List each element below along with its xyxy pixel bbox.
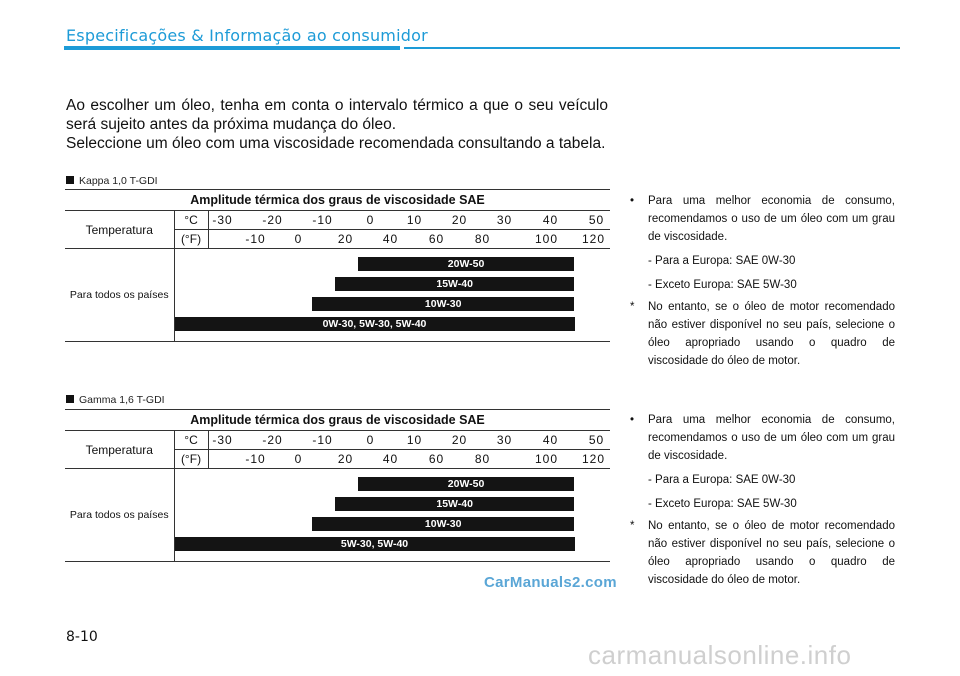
temperature-label: Temperatura bbox=[65, 211, 174, 249]
viscosity-table-kappa bbox=[65, 189, 610, 342]
note-text: No entanto, se o óleo de motor recomendado não estiver disponível no seu país, selecione o óleo apropriado usando o quadro de viscosidade do óleo de motor. bbox=[648, 520, 895, 586]
tick-c: 50 bbox=[588, 433, 605, 447]
tick-c: 0 bbox=[366, 213, 375, 227]
note-sub bbox=[630, 276, 895, 294]
note-text: Para uma melhor economia de consumo, recomendamos o uso de um óleo com um grau de viscosidade. bbox=[648, 195, 895, 243]
viscosity-table-gamma bbox=[65, 409, 610, 562]
bullet-icon: • bbox=[630, 414, 635, 426]
tick-c: 20 bbox=[451, 213, 468, 227]
viscosity-bar: 10W-30 bbox=[312, 517, 575, 531]
tick-c: -20 bbox=[262, 213, 283, 227]
note-asterisk bbox=[630, 517, 895, 589]
viscosity-bar: 5W-30, 5W-40 bbox=[175, 537, 575, 551]
tick-f: -10 bbox=[245, 232, 266, 246]
page-header-title: Especificações & Informação ao consumidor bbox=[66, 26, 428, 45]
viscosity-bar: 20W-50 bbox=[358, 257, 575, 271]
viscosity-bars bbox=[174, 469, 610, 562]
watermark-link[interactable]: CarManuals2.com bbox=[484, 574, 617, 591]
note-bullet bbox=[630, 192, 895, 246]
unit-fahrenheit: (°F) bbox=[174, 230, 208, 249]
scale-fahrenheit bbox=[208, 230, 610, 249]
unit-fahrenheit: (°F) bbox=[174, 450, 208, 469]
note-text: - Para a Europa: SAE 0W-30 bbox=[648, 255, 796, 267]
tick-c: 30 bbox=[496, 433, 513, 447]
scale-celsius bbox=[208, 431, 610, 450]
notes-kappa bbox=[630, 192, 895, 370]
tick-f: 20 bbox=[337, 232, 354, 246]
tick-c: -10 bbox=[312, 433, 333, 447]
tick-c: 10 bbox=[406, 433, 423, 447]
asterisk-icon: * bbox=[630, 301, 635, 313]
viscosity-bar: 15W-40 bbox=[335, 497, 575, 511]
tick-f: 120 bbox=[581, 232, 606, 246]
note-sub bbox=[630, 252, 895, 270]
section-label-text: Kappa 1,0 T-GDI bbox=[79, 175, 158, 187]
tick-f: -10 bbox=[245, 452, 266, 466]
note-text: No entanto, se o óleo de motor recomendado não estiver disponível no seu país, selecione o óleo apropriado usando o quadro de viscosidade do óleo de motor. bbox=[648, 301, 895, 367]
note-sub bbox=[630, 471, 895, 489]
header-rule bbox=[64, 46, 400, 50]
note-text: - Exceto Europa: SAE 5W-30 bbox=[648, 498, 797, 510]
tick-c: -20 bbox=[262, 433, 283, 447]
tick-c: 40 bbox=[542, 213, 559, 227]
tick-f: 100 bbox=[534, 452, 559, 466]
section-label-text: Gamma 1,6 T-GDI bbox=[79, 394, 165, 406]
scale-fahrenheit bbox=[208, 450, 610, 469]
note-text: - Para a Europa: SAE 0W-30 bbox=[648, 474, 796, 486]
square-bullet-icon bbox=[66, 176, 74, 184]
viscosity-bar: 0W-30, 5W-30, 5W-40 bbox=[175, 317, 575, 331]
note-bullet bbox=[630, 411, 895, 465]
tick-f: 40 bbox=[382, 452, 399, 466]
tick-c: 10 bbox=[406, 213, 423, 227]
intro-text bbox=[66, 96, 608, 153]
tick-c: 20 bbox=[451, 433, 468, 447]
scale-celsius bbox=[208, 211, 610, 230]
tick-f: 100 bbox=[534, 232, 559, 246]
tick-f: 120 bbox=[581, 452, 606, 466]
note-text: Para uma melhor economia de consumo, recomendamos o uso de um óleo com um grau de viscosidade. bbox=[648, 414, 895, 462]
tick-f: 0 bbox=[294, 452, 303, 466]
unit-celsius: °C bbox=[174, 431, 208, 450]
footer-watermark: carmanualsonline.info bbox=[588, 640, 852, 670]
tick-c: -30 bbox=[212, 433, 233, 447]
note-asterisk bbox=[630, 298, 895, 370]
square-bullet-icon bbox=[66, 395, 74, 403]
header-rule-thin bbox=[404, 47, 900, 49]
tick-f: 40 bbox=[382, 232, 399, 246]
viscosity-bar: 15W-40 bbox=[335, 277, 575, 291]
bullet-icon: • bbox=[630, 195, 635, 207]
intro-paragraph-1: Ao escolher um óleo, tenha em conta o intervalo térmico a que o seu veículo será sujeito antes da próxima mudança do óleo. bbox=[66, 97, 608, 133]
tick-f: 80 bbox=[474, 452, 491, 466]
page-number: 8-10 bbox=[66, 629, 98, 645]
countries-label: Para todos os países bbox=[65, 249, 174, 342]
table-title: Amplitude térmica dos graus de viscosidade SAE bbox=[65, 190, 610, 211]
tick-c: 50 bbox=[588, 213, 605, 227]
tick-c: 30 bbox=[496, 213, 513, 227]
section-label-gamma bbox=[66, 394, 165, 406]
tick-c: -30 bbox=[212, 213, 233, 227]
tick-c: 40 bbox=[542, 433, 559, 447]
notes-gamma bbox=[630, 411, 895, 589]
note-text: - Exceto Europa: SAE 5W-30 bbox=[648, 279, 797, 291]
temperature-label: Temperatura bbox=[65, 431, 174, 469]
tick-f: 60 bbox=[428, 452, 445, 466]
asterisk-icon: * bbox=[630, 520, 635, 532]
section-label-kappa bbox=[66, 175, 158, 187]
table-title: Amplitude térmica dos graus de viscosidade SAE bbox=[65, 410, 610, 431]
countries-label: Para todos os países bbox=[65, 469, 174, 562]
viscosity-bar: 10W-30 bbox=[312, 297, 575, 311]
viscosity-bar: 20W-50 bbox=[358, 477, 575, 491]
tick-c: 0 bbox=[366, 433, 375, 447]
unit-celsius: °C bbox=[174, 211, 208, 230]
tick-f: 60 bbox=[428, 232, 445, 246]
tick-f: 20 bbox=[337, 452, 354, 466]
note-sub bbox=[630, 495, 895, 513]
viscosity-bars bbox=[174, 249, 610, 342]
tick-f: 0 bbox=[294, 232, 303, 246]
tick-c: -10 bbox=[312, 213, 333, 227]
tick-f: 80 bbox=[474, 232, 491, 246]
intro-paragraph-2: Seleccione um óleo com uma viscosidade recomendada consultando a tabela. bbox=[66, 135, 606, 152]
